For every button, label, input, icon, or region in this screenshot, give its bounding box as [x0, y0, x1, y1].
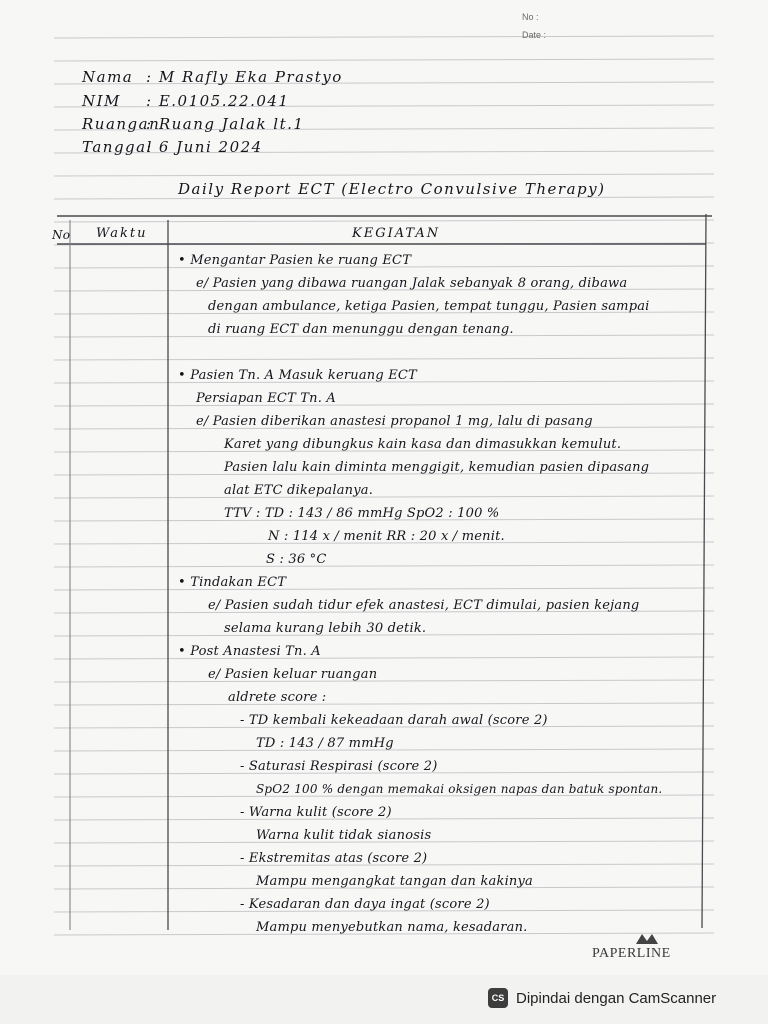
entry-line: • Mengantar Pasien ke ruang ECT	[178, 253, 412, 268]
vital-signs-line: TTV : TD : 143 / 86 mmHg SpO2 : 100 %	[224, 506, 500, 521]
ruled-line	[54, 174, 714, 176]
score-line: SpO2 100 % dengan memakai oksigen napas dan batuk spontan.	[256, 782, 663, 796]
entry-line: e/ Pasien yang dibawa ruangan Jalak sebanyak 8 orang, dibawa	[196, 276, 628, 291]
nim-label: NIM	[82, 92, 121, 110]
score-line: - Saturasi Respirasi (score 2)	[240, 759, 438, 774]
paperline-logo-icon	[634, 932, 660, 946]
camscanner-logo-icon: CS	[488, 988, 508, 1008]
report-title: Daily Report ECT (Electro Convulsive Therapy)	[178, 180, 606, 198]
score-line: Warna kulit tidak sianosis	[256, 828, 432, 843]
entry-line: Karet yang dibungkus kain kasa dan dimasukkan kemulut.	[224, 437, 622, 452]
entry-line: Persiapan ECT Tn. A	[196, 391, 336, 406]
camscanner-watermark	[488, 988, 716, 1008]
score-line: - Kesadaran dan daya ingat (score 2)	[240, 897, 490, 912]
entry-line: • Pasien Tn. A Masuk keruang ECT	[178, 368, 417, 383]
date-value: : 6 Juni 2024	[146, 138, 263, 156]
ruled-line	[54, 703, 714, 705]
score-line: - TD kembali kekeadaan darah awal (score 2)	[240, 713, 548, 728]
ruled-line	[54, 358, 714, 360]
room-label: Ruangan	[82, 115, 161, 133]
entry-line: • Post Anastesi Tn. A	[178, 644, 321, 659]
name-value: : M Rafly Eka Prastyo	[146, 68, 343, 86]
entry-line: e/ Pasien sudah tidur efek anastesi, ECT dimulai, pasien kejang	[208, 598, 640, 613]
ruled-line	[54, 496, 714, 498]
ruled-line	[54, 588, 714, 590]
score-line: - Ekstremitas atas (score 2)	[240, 851, 428, 866]
score-line: Mampu mengangkat tangan dan kakinya	[256, 874, 533, 889]
entry-line: e/ Pasien keluar ruangan	[208, 667, 378, 682]
ruled-line	[54, 680, 714, 682]
entry-line: e/ Pasien diberikan anastesi propanol 1 mg, lalu di pasang	[196, 414, 593, 429]
paperline-brand: PAPERLINE	[592, 946, 671, 961]
entry-line: alat ETC dikepalanya.	[224, 483, 374, 498]
ruled-line	[54, 565, 714, 567]
room-value: : Ruang Jalak lt.1	[146, 115, 305, 133]
entry-line: aldrete score :	[228, 690, 327, 705]
date-label: Tanggal	[82, 138, 153, 156]
ruled-line	[54, 657, 714, 659]
column-header-no: No	[52, 228, 71, 242]
table-right-border	[702, 214, 706, 928]
entry-line: • Tindakan ECT	[178, 575, 287, 590]
score-line: - Warna kulit (score 2)	[240, 805, 392, 820]
name-label: Nama	[82, 68, 134, 86]
column-header-time: Waktu	[96, 226, 148, 241]
entry-line: selama kurang lebih 30 detik.	[224, 621, 427, 636]
ruled-line	[54, 220, 714, 222]
page-no-label: No :	[522, 12, 539, 22]
column-header-activity: KEGIATAN	[352, 226, 441, 241]
score-line: TD : 143 / 87 mmHg	[256, 736, 394, 751]
vital-signs-line: N : 114 x / menit RR : 20 x / menit.	[268, 529, 505, 544]
score-line: Mampu menyebutkan nama, kesadaran.	[256, 920, 528, 935]
camscanner-text: Dipindai dengan CamScanner	[516, 989, 717, 1007]
ruled-line	[54, 404, 714, 406]
entry-line: Pasien lalu kain diminta menggigit, kemudian pasien dipasang	[224, 460, 650, 475]
page-date-label: Date :	[522, 30, 547, 40]
ruled-line	[54, 59, 714, 61]
entry-line: dengan ambulance, ketiga Pasien, tempat tunggu, Pasien sampai	[208, 299, 650, 314]
vital-signs-line: S : 36 °C	[266, 552, 327, 567]
nim-value: : E.0105.22.041	[146, 92, 290, 110]
ruled-line	[54, 36, 714, 38]
entry-line: di ruang ECT dan menunggu dengan tenang.	[208, 322, 514, 337]
